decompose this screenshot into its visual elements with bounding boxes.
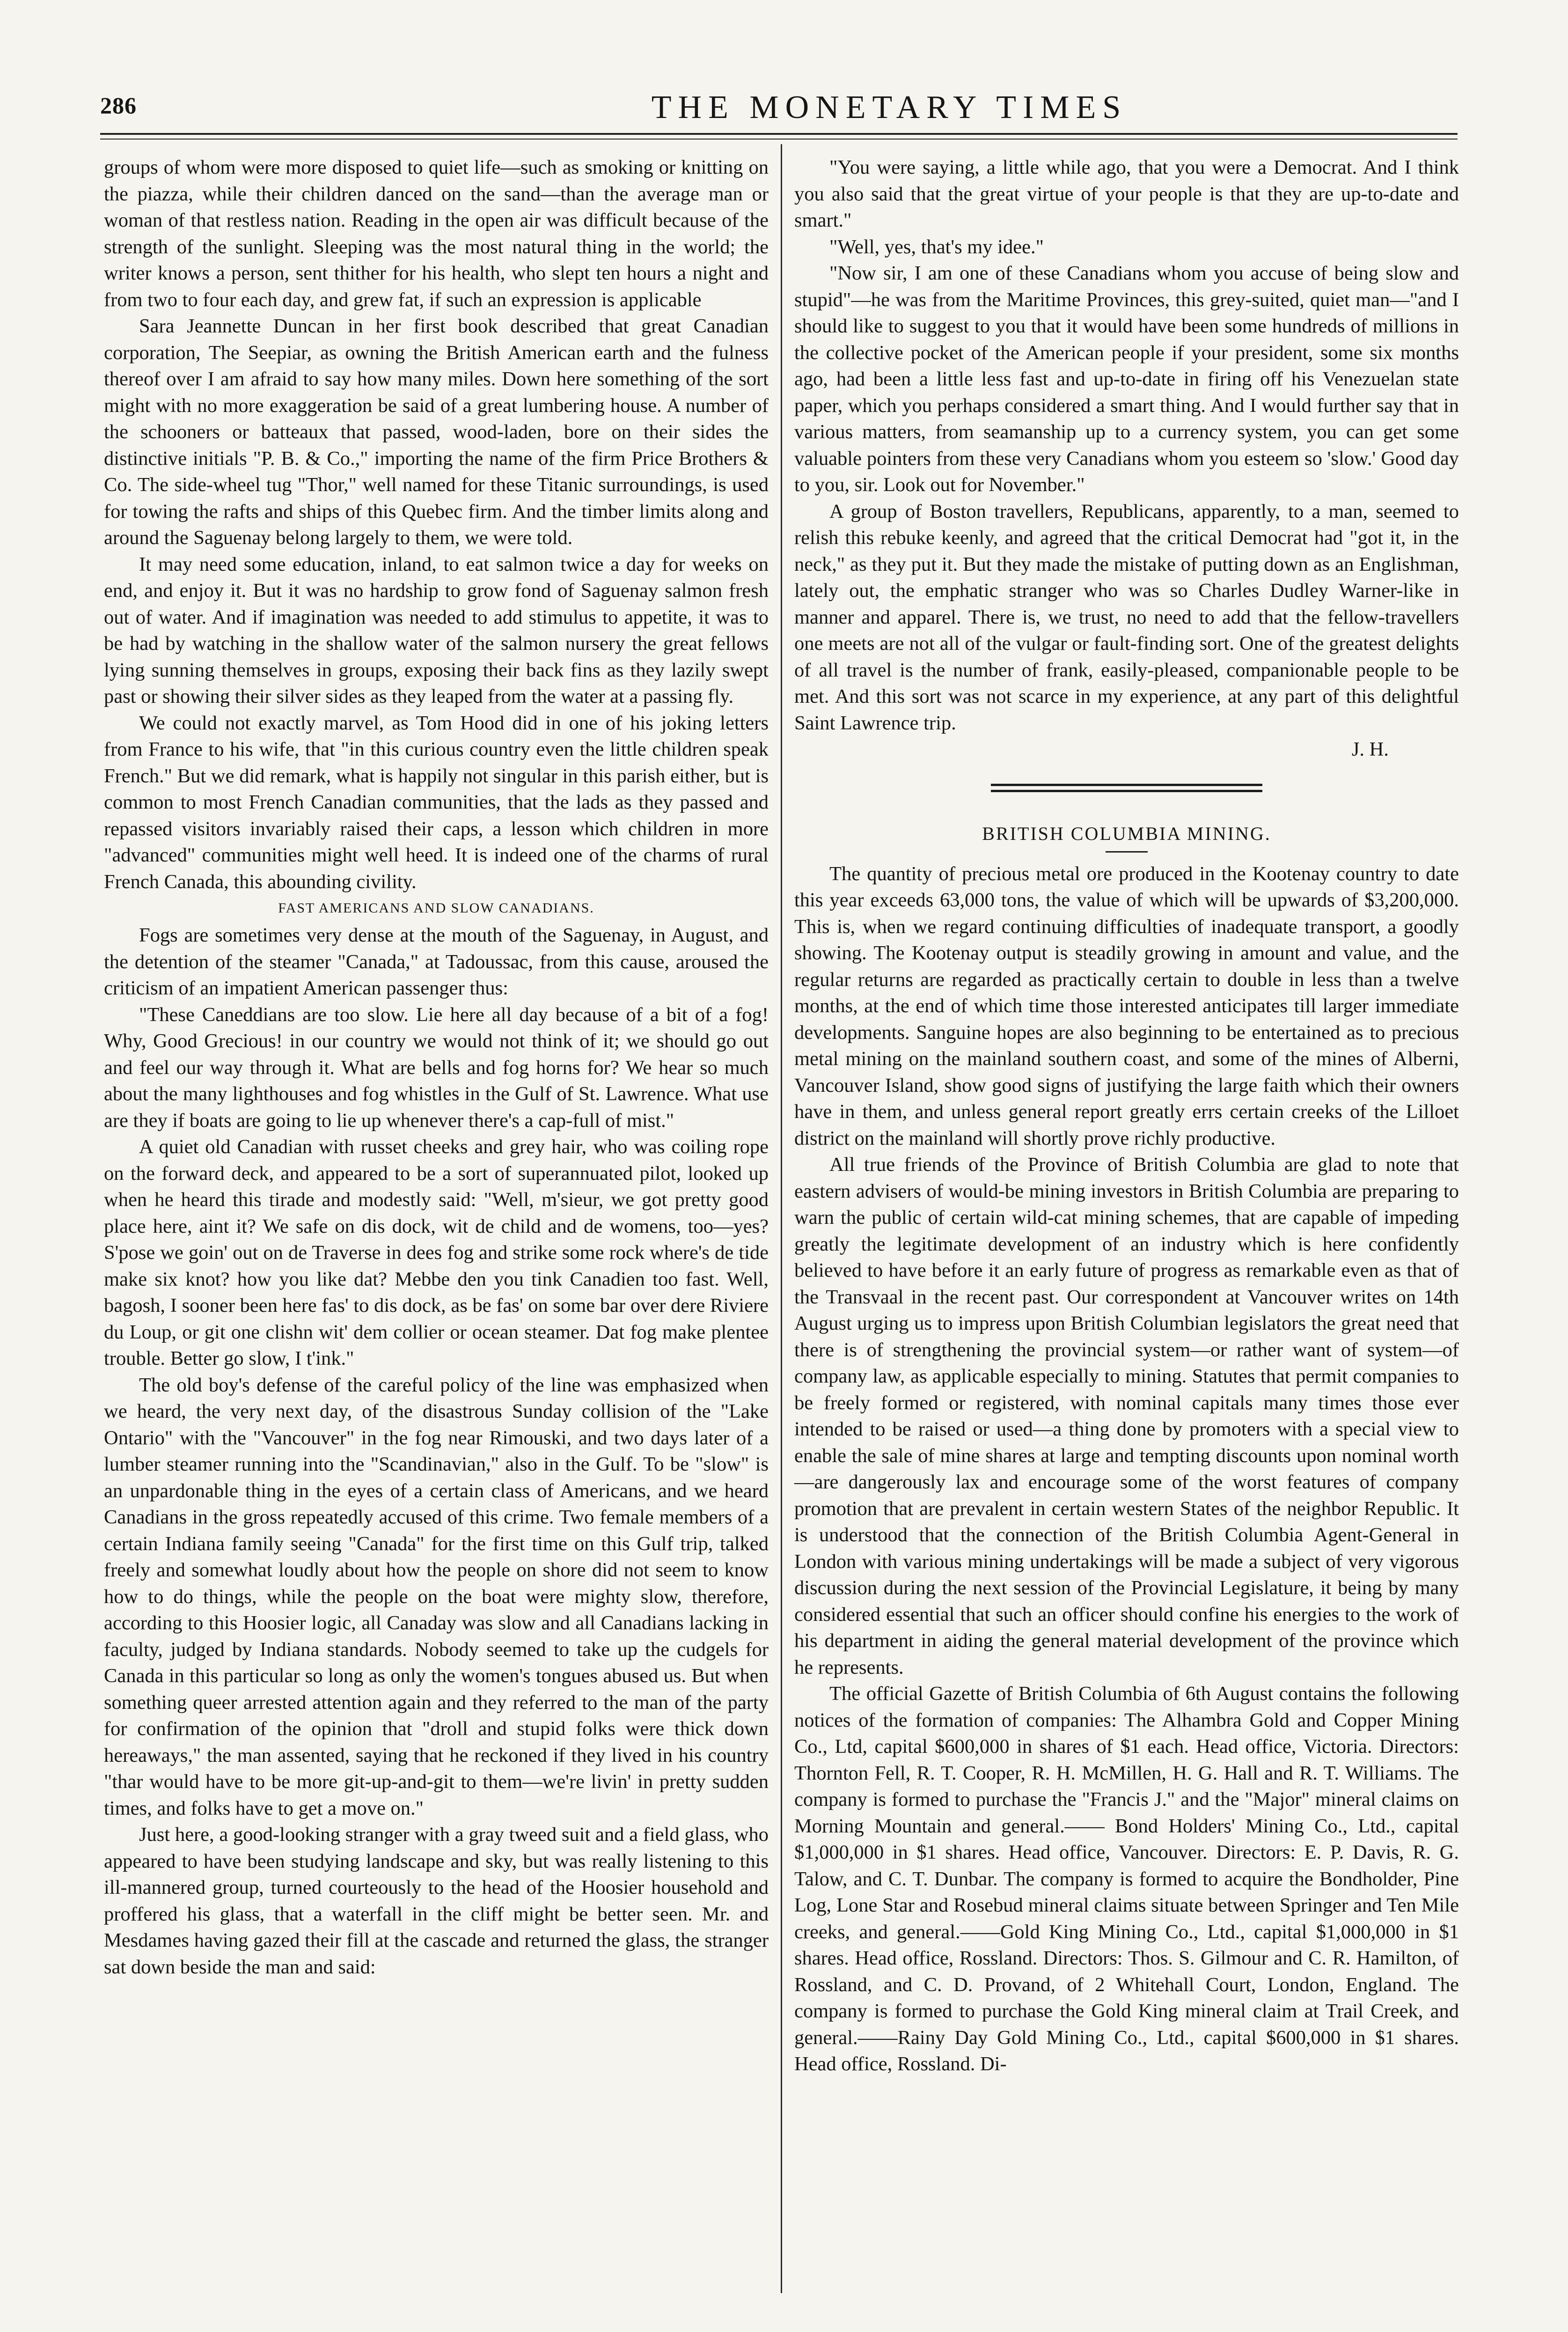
article-paragraph: "Now sir, I am one of these Canadians whom you accuse of being slow and stupid"—he was from the Maritime Provinces, this grey-suited, quiet man—"and I should like to suggest to you that it would have been some hundreds of millions in the collective pocket of the American people if your president, some six months ago, had been a little less fast and up-to-date in firing off his Venezuelan state paper, which you perhaps considered a smart thing. And I would further say that in various matters, from seamanship up to a currency system, you can get some valuable pointers from these very Canadians whom you esteem so 'slow.' Good day to you, sir. Look out for November." <box>794 262 1459 496</box>
article-paragraph: The official Gazette of British Columbia of 6th August contains the following notices of the formation of companies: The Alhambra Gold and Copper Mining Co., Ltd, capital $600,000 in shares of $1 each. Head office, Victoria. Directors: Thornton Fell, R. T. Cooper, R. H. McMillen, H. G. Hall and R. T. Williams. The company is formed to purchase the "Francis J." and the "Major" mineral claims on Morning Mountain and general.—— Bond Holders' Mining Co., Ltd., capital $1,000,000 in $1 shares. Head office, Vancouver. Directors: E. P. Davis, R. G. Talow, and C. T. Dunbar. The company is formed to acquire the Bondholder, Pine Log, Lone Star and Rosebud mineral claims situate between Springer and Ten Mile creeks, and general.——Gold King Mining Co., Ltd., capital $1,000,000 in $1 shares. Head office, Rossland. Directors: Thos. S. Gilmour and C. R. Hamilton, of Rossland, and C. D. Provand, of 2 Whitehall Court, London, England. The company is formed to purchase the Gold King mineral claim at Trail Creek, and general.——Rainy Day Gold Mining Co., Ltd., capital $600,000 in $1 shares. Head office, Rossland. Di- <box>794 1683 1459 2075</box>
page-title: THE MONETARY TIMES <box>651 89 1128 125</box>
article-paragraph: "Well, yes, that's my idee." <box>829 235 1044 258</box>
page-number: 286 <box>100 92 137 118</box>
right-column <box>794 154 1459 2078</box>
header-rule-thin <box>100 139 1458 140</box>
article-paragraph: A group of Boston travellers, Republicans, apparently, to a man, seemed to relish this rebuke keenly, and agreed that the critical Democrat had "got it, in the neck," as they put it. But they made the mistake of putting down as an Englishman, lately out, the emphatic stranger who was so Charles Dudley Warner-like in manner and apparel. There is, we trust, no need to add that the fellow-travellers one meets are not all of the vulgar or fault-finding sort. One of the greatest delights of all travel is the number of frank, easily-pleased, companionable people to be met. And this sort was not scarce in my experience, at any part of this delightful Saint Lawrence trip. <box>794 500 1459 734</box>
article-paragraph: The old boy's defense of the careful policy of the line was emphasized when we heard, the very next day, of the disastrous Sunday collision of the "Lake Ontario" with the "Vancouver" in the fog near Rimouski, and two days later of a lumber steamer running into the "Scandinavian," also in the Gulf. To be "slow" is an unpardonable thing in the eyes of a certain class of Americans, and we heard Canadians in the gross repeatedly accused of this crime. Two female members of a certain Indiana family seeing "Canada" for the first time on this Gulf trip, talked freely and somewhat loudly about how the people on shore did not seem to know how to do things, while the people on the boat were mighty slow, therefore, according to this Hoosier logic, all Canaday was slow and all Canadians lacking in faculty, judged by Indiana standards. Nobody seemed to take up the cudgels for Canada in this particular so long as only the women's tongues abused us. But when something queer arrested attention again and they referred to the man of the party for confirmation of the opinion that "droll and stupid folks were thick down hereaways," the man assented, saying that he reckoned if they lived in his country "thar would have to be more git-up-and-git to them—we're livin' in pretty sudden times, and folks have to get a move on." <box>104 1374 769 1819</box>
article-paragraph: Sara Jeannette Duncan in her first book described that great Canadian corporation, The Seepiar, as owning the British American earth and the fulness thereof over I am afraid to say how many miles. Down here something of the sort might with no more exaggeration be said of a great lumbering house. A number of the schooners or batteaux that passed, wood-laden, bore on their sides the distinctive initials "P. B. & Co.," importing the name of the firm Price Brothers & Co. The side-wheel tug "Thor," well named for these Titanic surroundings, is used for towing the rafts and ships of this Quebec firm. And the timber limits along and around the Saguenay belong largely to them, we were told. <box>104 315 769 549</box>
article-paragraph: "You were saying, a little while ago, that you were a Democrat. And I think you also said that the great virtue of your people is that they are up-to-date and smart." <box>794 156 1459 231</box>
header-rule <box>100 133 1458 135</box>
section-subhead: FAST AMERICANS AND SLOW CANADIANS. <box>278 900 594 916</box>
article-paragraph: The quantity of precious metal ore produced in the Kootenay country to date this year exceeds 63,000 tons, the value of which will be upwards of $3,200,000. This is, when we regard continuing difficulties of inadequate transport, a goodly showing. The Kootenay output is steadily growing in amount and value, and the regular returns are regarded as practically certain to double in less than a twelve months, at the end of which time those interested anticipates till larger immediate developments. Sanguine hopes are also beginning to be entertained as to precious metal mining on the mainland southern coast, and some of the mines of Alberni, Vancouver Island, show good signs of justifying the large faith which their owners have in them, and unless general report greatly errs certain creeks of the Lilloet district on the mainland will shortly prove richly productive. <box>794 862 1459 1149</box>
title-dash <box>1106 851 1148 853</box>
article-paragraph: Just here, a good-looking stranger with a gray tweed suit and a field glass, who appeared to have been studying landscape and sky, but was really listening to this ill-mannered group, turned courteously to the head of the Hoosier household and proffered his glass, that a waterfall in the cliff might be better seen. Mr. and Mesdames having gazed their fill at the cascade and returned the glass, the stranger sat down beside the man and said: <box>104 1824 769 1978</box>
article-paragraph: A quiet old Canadian with russet cheeks and grey hair, who was coiling rope on the forward deck, and appeared to be a sort of superannuated pilot, looked up when he heard this tirade and modestly said: "Well, m'sieur, we got pretty good place here, aint it? We safe on dis dock, wit de child and de womens, too—yes? S'pose we goin' out on de Traverse in dees fog and strike some rock where's de tide make six knot? how you like dat? Mebbe den you tink Canadien too fast. Well, bagosh, I sooner been here fas' to dis dock, as be fas' on some bar over dere Riviere du Loup, or git one clishn wit' dem collier or ocean steamer. Dat fog make plentee trouble. Better go slow, I t'ink." <box>104 1136 769 1369</box>
column-divider <box>781 144 782 2293</box>
left-column <box>104 154 769 1980</box>
section-divider <box>991 784 1262 792</box>
section-title: BRITISH COLUMBIA MINING. <box>982 823 1271 844</box>
author-signature: J. H. <box>1351 738 1389 760</box>
article-paragraph: It may need some education, inland, to eat salmon twice a day for weeks on end, and enjoy it. But it was no hardship to grow fond of Saguenay salmon fresh out of water. And if imagination was needed to add stimulus to appetite, it was to be had by watching in the shallow water of the salmon nursery the great fellows lying sunning themselves in groups, exposing their back fins as they lazily swept past or showing their silver sides as they leaped from the water at a passing fly. <box>104 553 769 707</box>
article-paragraph: All true friends of the Province of British Columbia are glad to note that eastern advisers of would-be mining investors in British Columbia are preparing to warn the public of certain wild-cat mining schemes, that are capable of impeding greatly the legitimate development of an industry which is here confidently believed to have before it an early future of progress as remarkable even as that of the Transvaal in the recent past. Our correspondent at Vancouver writes on 14th August urging us to impress upon British Columbian legislators the great need that there is of strengthening the provincial system—or rather want of system—of company law, as applicable especially to mining. Statutes that permit companies to be freely formed or registered, with nominal capitals many times those ever intended to be raised or used—a thing done by promoters with a special view to enable the sale of mine shares at large and tempting discounts upon nominal worth—are dangerously lax and encourage some of the worst features of company promotion that are prevalent in certain western States of the neighbor Republic. It is understood that the connection of the British Columbia Agent-General in London with various mining undertakings will be made a subject of very vigorous discussion during the next session of the Provincial Legislature, it being by many considered essential that such an officer should confine his energies to the work of his department in aiding the general material development of the province which he represents. <box>794 1154 1459 1678</box>
article-paragraph: We could not exactly marvel, as Tom Hood did in one of his joking letters from France to his wife, that "in this curious country even the little children speak French." But we did remark, what is happily not singular in this parish either, but is common to most French Canadian communities, that the lads as they passed and repassed visitors invariably raised their caps, a lesson which children in more "advanced" communities might well heed. It is indeed one of the charms of rural French Canada, this abounding civility. <box>104 712 769 893</box>
article-paragraph: "These Caneddians are too slow. Lie here all day because of a bit of a fog! Why, Good Grecious! in our country we would not think of it; we should go out and feel our way through it. What are bells and fog horns for? We hear so much about the many lighthouses and fog whistles in the Gulf of St. Lawrence. What use are they if boats are going to lie up whenever there's a cap-full of mist." <box>104 1003 769 1132</box>
article-paragraph: groups of whom were more disposed to quiet life—such as smoking or knitting on the piazza, while their children danced on the sand—than the average man or woman of that restless nation. Reading in the open air was difficult because of the strength of the sunlight. Sleeping was the most natural thing in the world; the writer knows a person, sent thither for his health, who slept ten hours a night and from two to four each day, and grew fat, if such an expression is applicable <box>104 156 769 311</box>
article-paragraph: Fogs are sometimes very dense at the mouth of the Saguenay, in August, and the detention of the steamer "Canada," at Tadoussac, from this cause, aroused the criticism of an impatient American passenger thus: <box>104 924 769 999</box>
